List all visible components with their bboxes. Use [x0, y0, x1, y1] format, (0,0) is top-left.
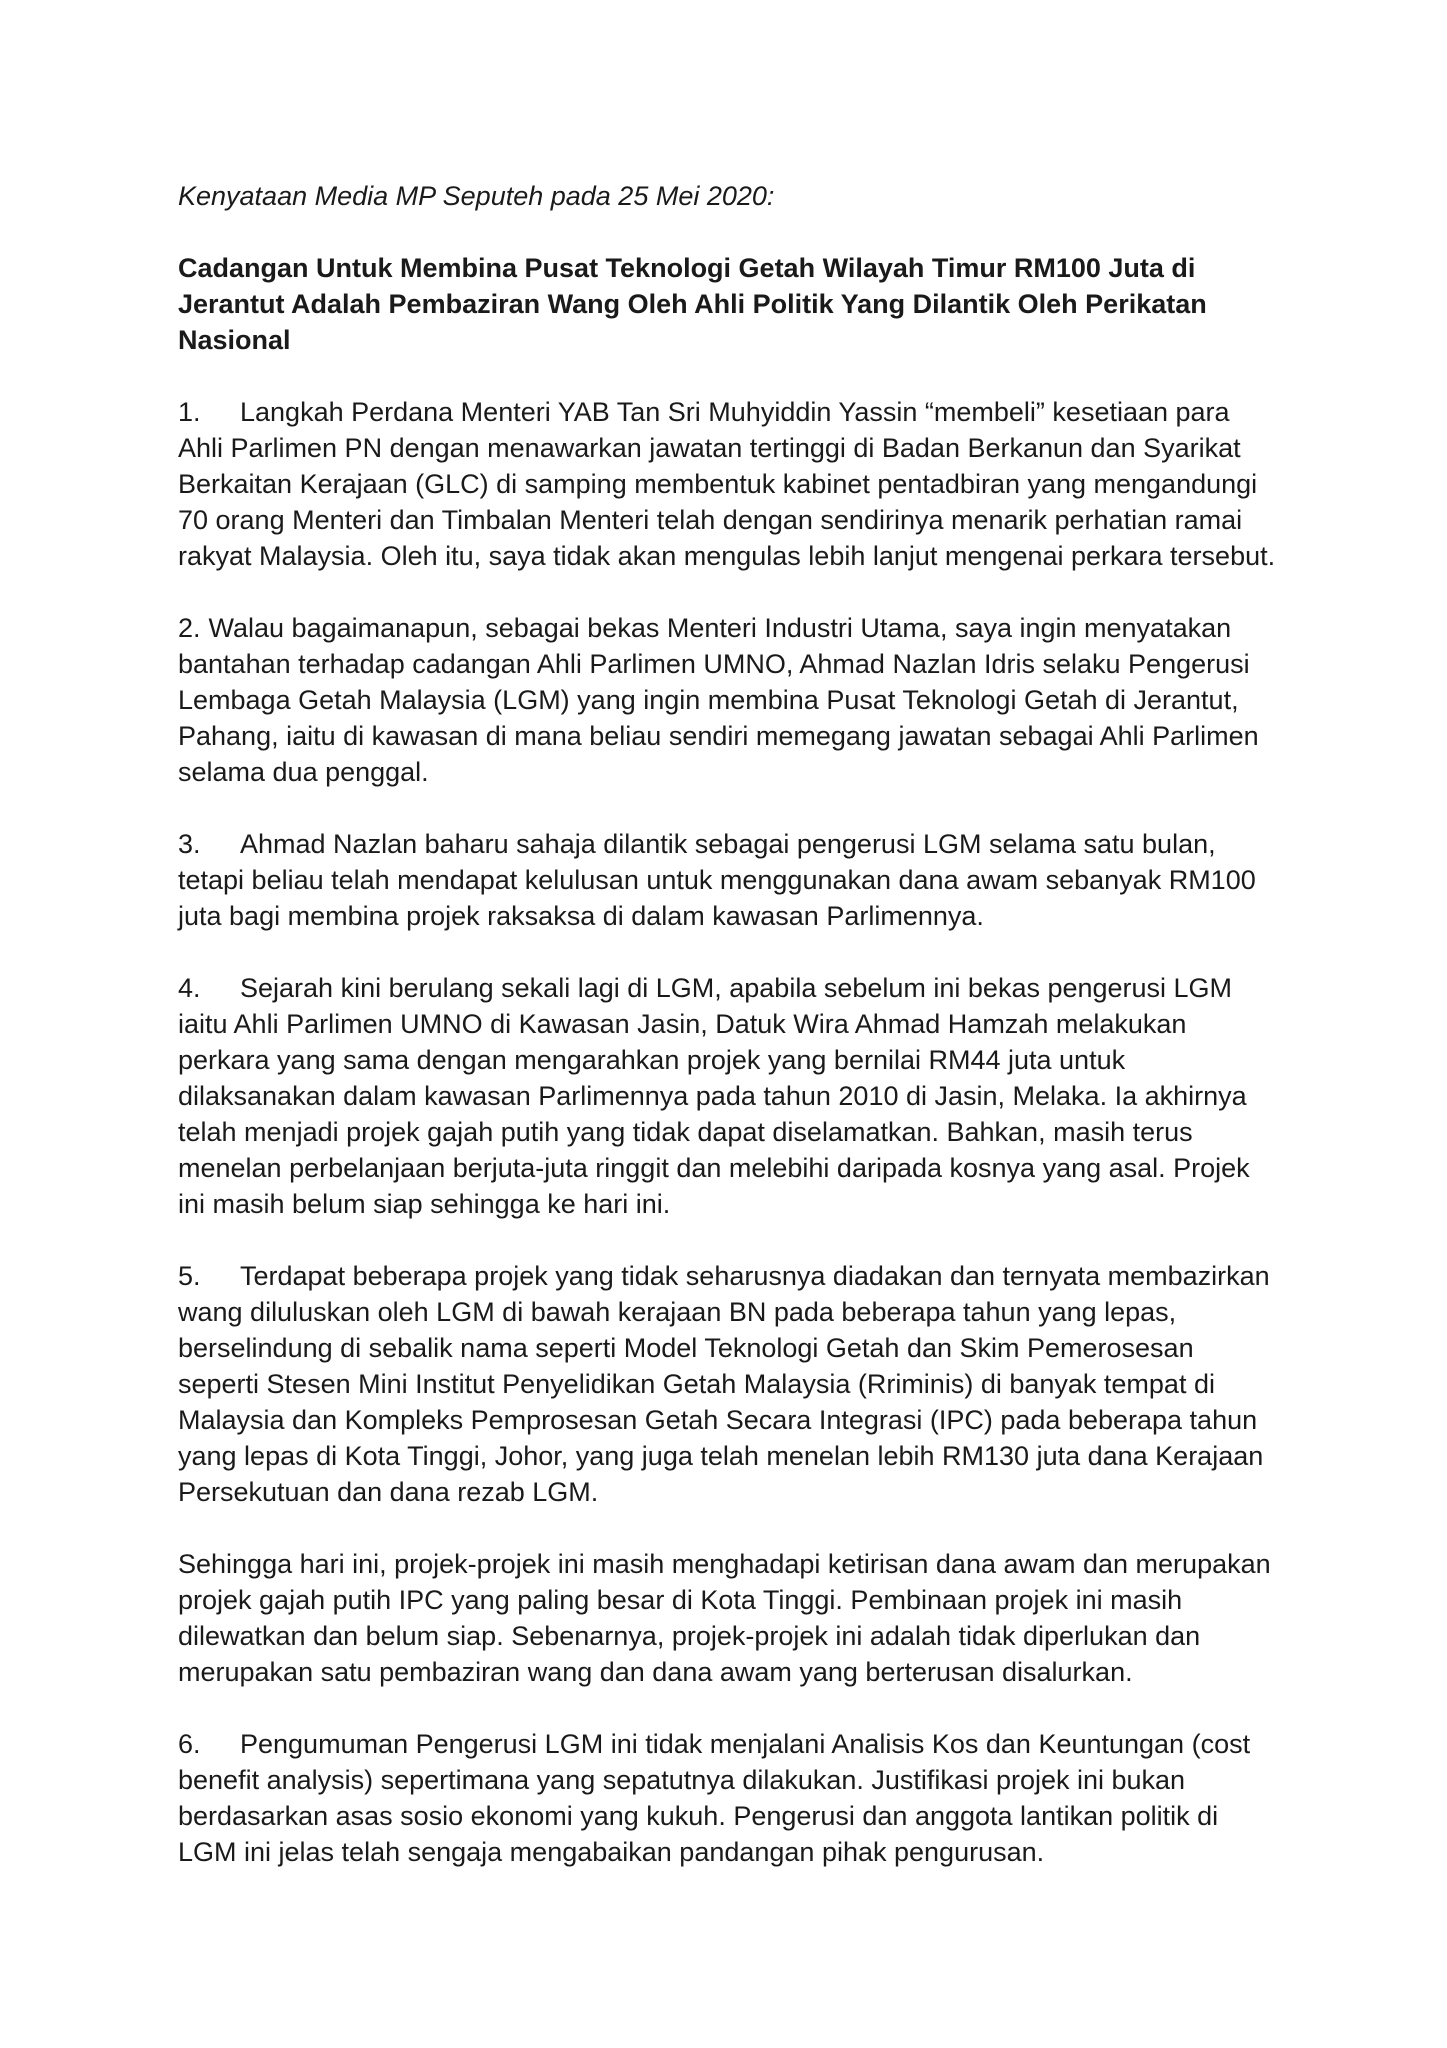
document-page	[178, 178, 1278, 1906]
paragraph-number: 2.	[178, 613, 201, 643]
paragraph-2	[178, 610, 1278, 790]
paragraph-3	[178, 826, 1278, 934]
paragraph-text: Langkah Perdana Menteri YAB Tan Sri Muhyiddin Yassin “membeli” kesetiaan para Ahli Parlimen PN dengan menawarkan jawatan tertinggi di Badan Berkanun dan Syarikat Berkaitan Kerajaan (GLC) di samping membentuk kabinet pentadbiran yang mengandungi 70 orang Menteri dan Timbalan Menteri telah dengan sendirinya menarik perhatian ramai rakyat Malaysia. Oleh itu, saya tidak akan mengulas lebih lanjut mengenai perkara tersebut.	[178, 397, 1276, 571]
paragraph-number: 1.	[178, 397, 201, 427]
paragraph-6	[178, 1726, 1278, 1870]
paragraph-5-continued	[178, 1546, 1278, 1690]
paragraph-text: Terdapat beberapa projek yang tidak seharusnya diadakan dan ternyata membazirkan wang diluluskan oleh LGM di bawah kerajaan BN pada beberapa tahun yang lepas, berselindung di sebalik nama seperti Model Teknologi Getah dan Skim Pemerosesan seperti Stesen Mini Institut Penyelidikan Getah Malaysia (Rriminis) di banyak tempat di Malaysia dan Kompleks Pemprosesan Getah Secara Integrasi (IPC) pada beberapa tahun yang lepas di Kota Tinggi, Johor, yang juga telah menelan lebih RM130 juta dana Kerajaan Persekutuan dan dana rezab LGM.	[178, 1261, 1270, 1507]
paragraph-number: 5.	[178, 1261, 201, 1291]
paragraph-text: Walau bagaimanapun, sebagai bekas Menteri Industri Utama, saya ingin menyatakan bantahan terhadap cadangan Ahli Parlimen UMNO, Ahmad Nazlan Idris selaku Pengerusi Lembaga Getah Malaysia (LGM) yang ingin membina Pusat Teknologi Getah di Jerantut, Pahang, iaitu di kawasan di mana beliau sendiri memegang jawatan sebagai Ahli Parlimen selama dua penggal.	[178, 613, 1259, 787]
paragraph-4	[178, 970, 1278, 1222]
statement-headline: Cadangan Untuk Membina Pusat Teknologi Getah Wilayah Timur RM100 Juta di Jerantut Adalah Pembaziran Wang Oleh Ahli Politik Yang Dilantik Oleh Perikatan Nasional	[178, 253, 1207, 355]
paragraph-number: 6.	[178, 1729, 201, 1759]
paragraph-5	[178, 1258, 1278, 1510]
paragraph-text: Sejarah kini berulang sekali lagi di LGM, apabila sebelum ini bekas pengerusi LGM iaitu Ahli Parlimen UMNO di Kawasan Jasin, Datuk Wira Ahmad Hamzah melakukan perkara yang sama dengan mengarahkan projek yang bernilai RM44 juta untuk dilaksanakan dalam kawasan Parlimennya pada tahun 2010 di Jasin, Melaka. Ia akhirnya telah menjadi projek gajah putih yang tidak dapat diselamatkan. Bahkan, masih terus menelan perbelanjaan berjuta-juta ringgit dan melebihi daripada kosnya yang asal. Projek ini masih belum siap sehingga ke hari ini.	[178, 973, 1250, 1219]
paragraph-text: Pengumuman Pengerusi LGM ini tidak menjalani Analisis Kos dan Keuntungan (cost benefit analysis) sepertimana yang sepatutnya dilakukan. Justifikasi projek ini bukan berdasarkan asas sosio ekonomi yang kukuh. Pengerusi dan anggota lantikan politik di LGM ini jelas telah sengaja mengabaikan pandangan pihak pengurusan.	[178, 1729, 1251, 1867]
paragraph-1	[178, 394, 1278, 574]
paragraph-number: 4.	[178, 973, 201, 1003]
paragraph-text: Ahmad Nazlan baharu sahaja dilantik sebagai pengerusi LGM selama satu bulan, tetapi beliau telah mendapat kelulusan untuk menggunakan dana awam sebanyak RM100 juta bagi membina projek raksaksa di dalam kawasan Parlimennya.	[178, 829, 1256, 931]
media-statement-intro: Kenyataan Media MP Seputeh pada 25 Mei 2020:	[178, 181, 775, 211]
paragraph-number: 3.	[178, 829, 201, 859]
paragraph-text: Sehingga hari ini, projek-projek ini masih menghadapi ketirisan dana awam dan merupakan projek gajah putih IPC yang paling besar di Kota Tinggi. Pembinaan projek ini masih dilewatkan dan belum siap. Sebenarnya, projek-projek ini adalah tidak diperlukan dan merupakan satu pembaziran wang dan dana awam yang berterusan disalurkan.	[178, 1549, 1271, 1687]
